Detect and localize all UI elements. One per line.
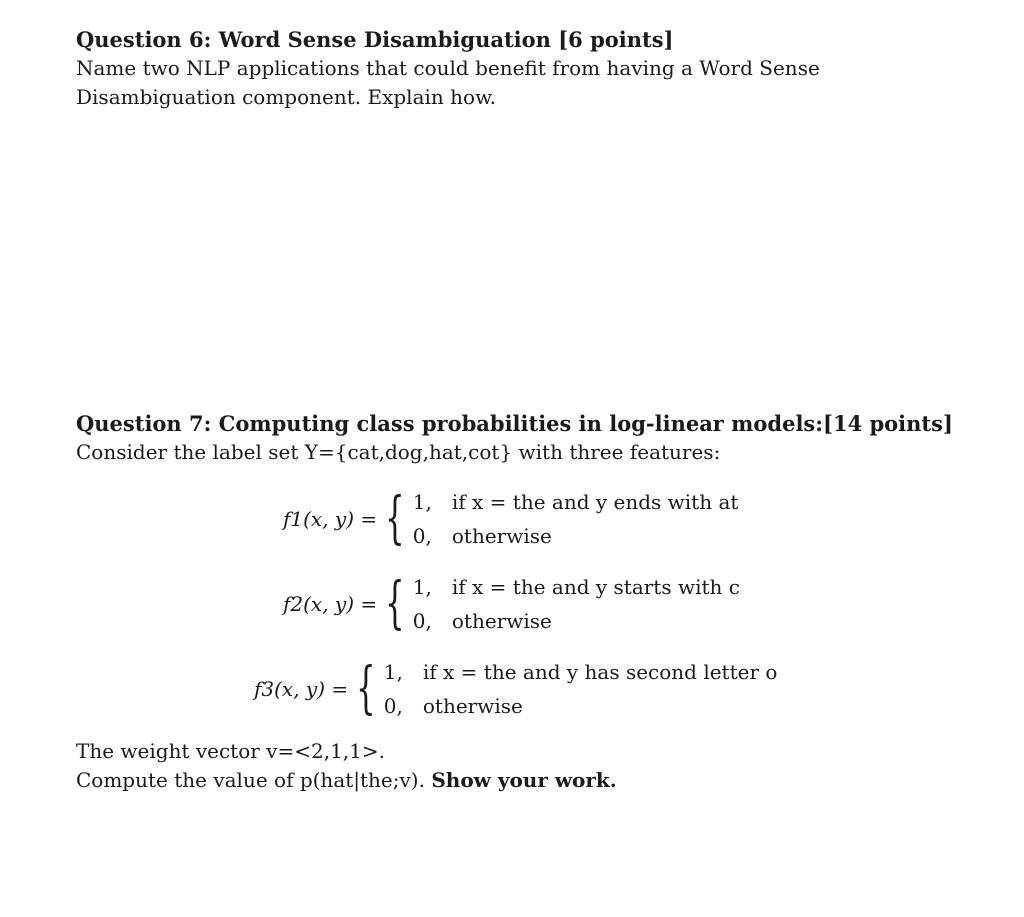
question-6-heading: Question 6: Word Sense Disambiguation [6 points] xyxy=(76,27,674,52)
question-7-title: Question 7: Computing class probabilities in log-linear models: xyxy=(76,411,824,436)
left-brace-icon: { xyxy=(356,656,376,721)
question-7-heading xyxy=(76,409,952,438)
compute-line xyxy=(76,766,617,795)
case-condition: if x = the and y starts with c xyxy=(451,575,740,599)
left-brace-icon: { xyxy=(385,571,405,636)
question-6 xyxy=(76,25,956,112)
question-7-intro: Consider the label set Y={cat,dog,hat,cot} with three features: xyxy=(76,440,721,464)
feature-f2-name: f2(x, y) = xyxy=(283,592,378,616)
case-value: 0, xyxy=(383,694,403,718)
case-value: 0, xyxy=(412,609,432,633)
case-condition: if x = the and y has second letter o xyxy=(422,660,778,684)
feature-f1-cases xyxy=(413,488,739,550)
feature-f3-cases xyxy=(384,658,778,720)
weight-vector-line: The weight vector v=<2,1,1>. xyxy=(76,739,385,763)
left-brace-icon: { xyxy=(385,486,405,551)
case-value: 1, xyxy=(412,490,432,514)
case-condition: if x = the and y ends with at xyxy=(451,490,739,514)
feature-f1-definition xyxy=(283,488,738,550)
question-7 xyxy=(76,409,956,467)
case-condition: otherwise xyxy=(451,524,552,548)
question-7-points: [14 points] xyxy=(823,411,953,436)
feature-f3-name: f3(x, y) = xyxy=(254,677,349,701)
question-6-body: Name two NLP applications that could benefit from having a Word Sense Disambiguation component. Explain how. xyxy=(76,56,820,109)
case-condition: otherwise xyxy=(451,609,552,633)
show-work-emphasis: Show your work. xyxy=(431,768,617,792)
case-value: 1, xyxy=(412,575,432,599)
compute-text: Compute the value of p(hat|the;v). xyxy=(76,768,425,792)
feature-f2-cases xyxy=(413,573,740,635)
case-value: 1, xyxy=(383,660,403,684)
feature-f3-definition xyxy=(254,658,777,720)
feature-f1-name: f1(x, y) = xyxy=(283,507,378,531)
feature-f2-definition xyxy=(283,573,740,635)
question-7-instructions xyxy=(76,737,617,795)
case-condition: otherwise xyxy=(422,694,523,718)
case-value: 0, xyxy=(412,524,432,548)
